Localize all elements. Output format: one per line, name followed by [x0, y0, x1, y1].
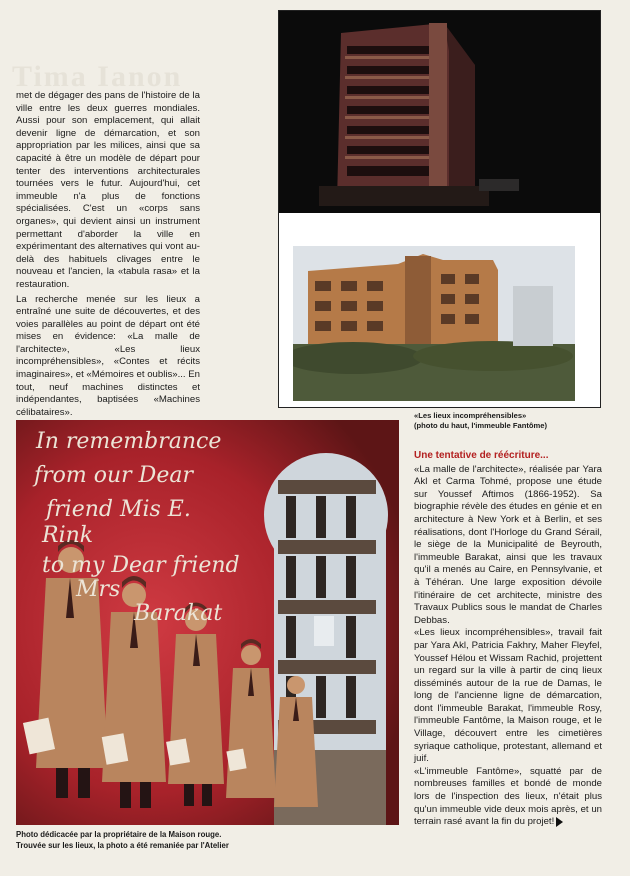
left-paragraph-1: met de dégager des pans de l'histoire de la ville entre les deux guerres mondiales. Aussi pour son emplacement, qui allait devenir ligne de démarcation, et son appropriation par les milices, ainsi que sa capacité à être un modèle de départ pour tenter des interventions architecturales tournées vers le futur. Aujourd'hui, cet immeuble n'a plus de fonctions spécialisées. C'est un «corps sans organes», qui devient ainsi un instrument permettant d'aborder la ville en expérimentant des alternatives qui vont au-delà des habituels clivages entre le nouveau et l'ancien, la «tabula rasa» et la restauration.: [16, 90, 200, 290]
photo-frame: [278, 10, 601, 408]
handwriting-line-3: friend Mis E.: [46, 497, 191, 522]
right-paragraph-1: «La malle de l'architecte», réalisée par Yara Akl et Carma Tohmé, propose une étude sur Youssef Aftimos (1866-1952). Sa biographie révèle des études en génie et en architecture à New York et à Berlin, et ses réalisations, dont l'Horloge du Grand Sérail, le siège de la Municipalité de Beyrouth, l'immeuble Barakat, ainsi que les travaux qu'il a menés au Caire, en Pennsylvanie, et à Téhéran. Une large exposition dévoile l'itinéraire de cet architecte, ministre des Travaux Publics sous le mandat de Charles Debbas.: [414, 463, 602, 626]
left-paragraph-2: La recherche menée sur les lieux a entraîné une suite de découvertes, et des voies parallèles au point de départ ont été mises en évidence: «La malle de l'architecte», «Les lieux incompréhensibles», «Contes et récits imaginaires», et «Mémoires et oublis»... En tout, neuf machines distinctes et indépendantes, baptisées «Machines célibataires».: [16, 293, 200, 418]
photo-immeuble-fantome: [279, 11, 600, 213]
handwriting-line-4: Rink: [42, 523, 94, 548]
right-paragraph-3-text: «L'immeuble Fantôme», squatté par de nombreuses familles et bondé de monde lors de l'inspection des lieux, n'était plus qu'un immeuble vide deux mois après, et un terrain rasé avant la fin du projet!: [414, 765, 602, 828]
right-paragraph-2: «Les lieux incompréhensibles», travail fait par Yara Akl, Patricia Fakhry, Maher Fleyfel, Youssef Hélou et Wissam Rachid, projettent un regard sur la ville à partir de cinq lieux disséminés autour de la rue de Damas, le long de l'ancienne ligne de démarcation, dont l'immeuble Barakat, l'immeuble Rosy, l'immeuble Fantôme, la Maison rouge, et le Village, découvert entre les cimetières syriaque catholique, protestant, allemand et juif.: [414, 627, 602, 765]
right-column: [414, 450, 602, 829]
caption-top-line1: «Les lieux incompréhensibles»: [414, 411, 527, 420]
caption-bottom: [16, 830, 399, 851]
photo-immeuble-barakat: [293, 246, 575, 401]
continue-arrow-icon: [556, 817, 563, 827]
handwriting-line-5: to my Dear friend: [42, 553, 240, 578]
section-heading: Une tentative de réécriture...: [414, 450, 549, 461]
handwriting-line-1: In remembrance: [36, 429, 222, 454]
photo-maison-rouge: [16, 420, 399, 825]
caption-top-line2: (photo du haut, l'immeuble Fantôme): [414, 421, 548, 430]
caption-bottom-line2: Trouvée sur les lieux, la photo a été remaniée par l'Atelier: [16, 840, 229, 850]
handwriting-line-7: Barakat: [134, 601, 223, 626]
left-column: [16, 90, 200, 421]
faded-heading: Tima Ianon: [12, 60, 183, 93]
right-paragraph-3: [414, 766, 602, 829]
caption-bottom-line1: Photo dédicacée par la propriétaire de la Maison rouge.: [16, 830, 222, 839]
handwriting-line-6: Mrs: [76, 577, 121, 602]
caption-top: [414, 411, 614, 431]
handwriting-line-2: from our Dear: [34, 463, 193, 488]
